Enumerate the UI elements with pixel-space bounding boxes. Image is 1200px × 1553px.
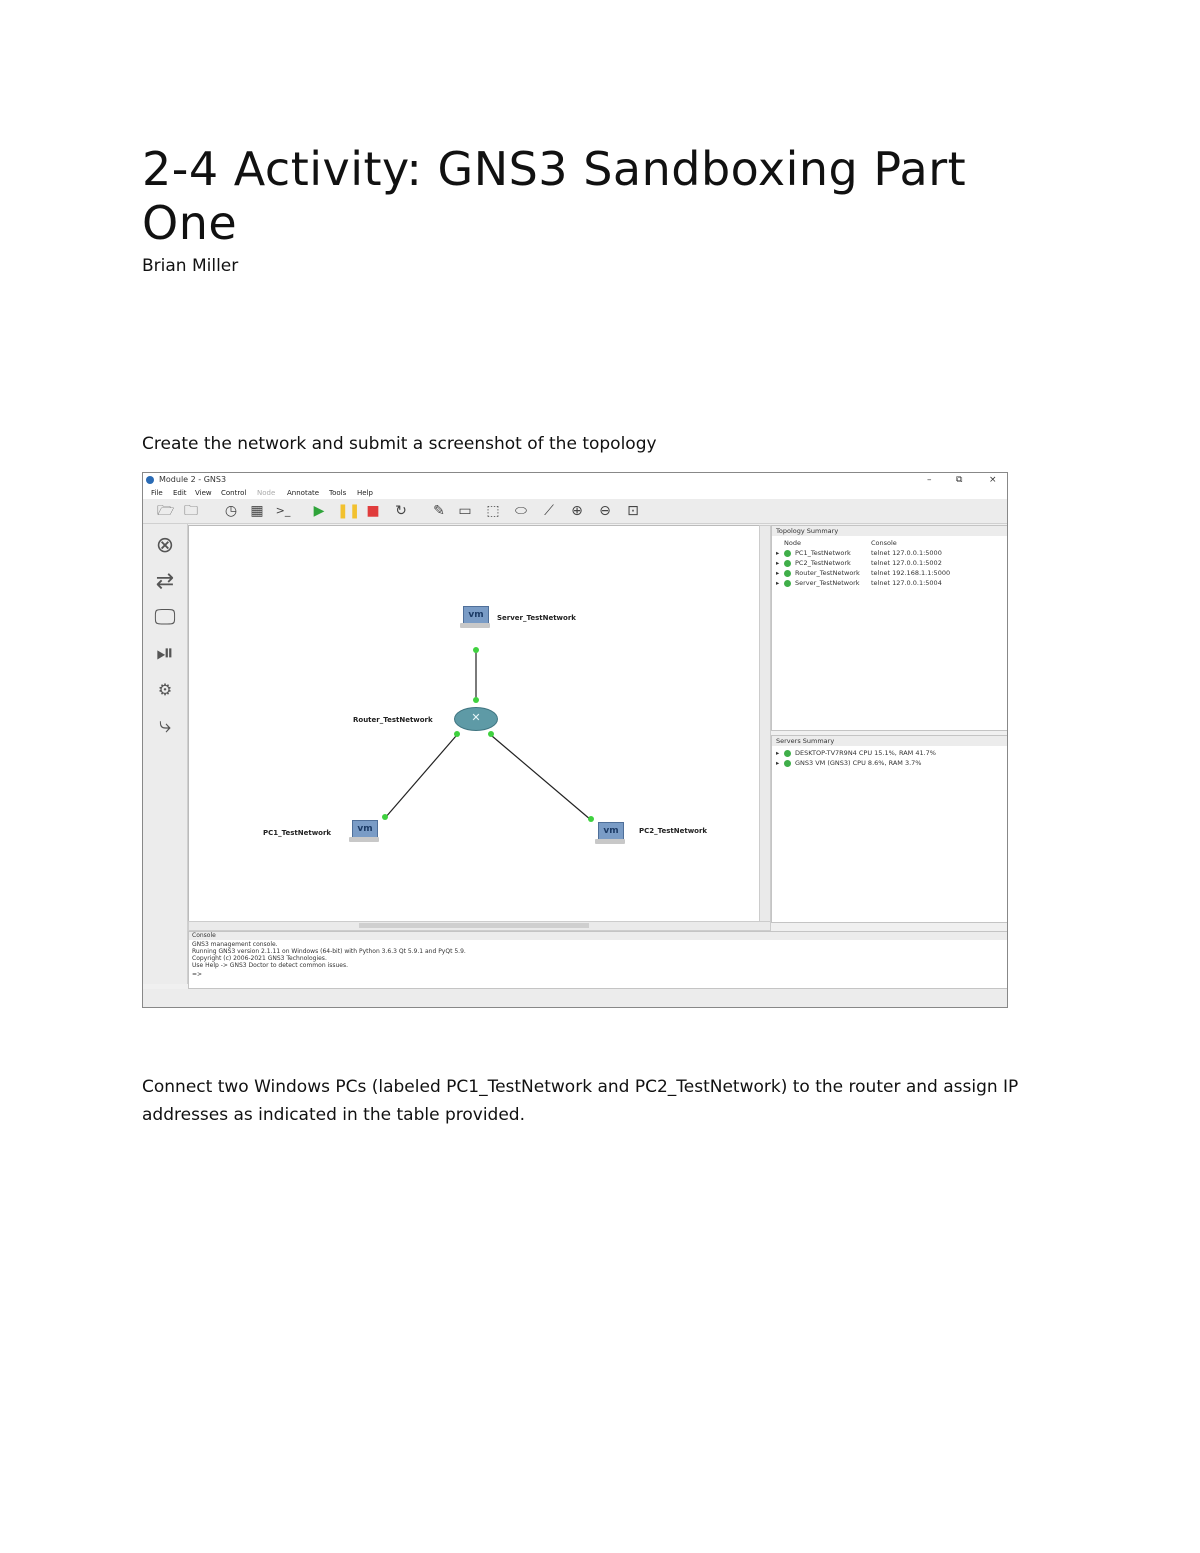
console-line: Copyright (c) 2006-2021 GNS3 Technologies. <box>192 955 327 962</box>
menu-annotate[interactable]: Annotate <box>287 489 320 497</box>
folder-icon[interactable]: 🗀 <box>184 503 198 519</box>
server-node-icon[interactable]: vm <box>460 606 490 628</box>
end-devices-icon[interactable]: 🖵 <box>154 605 176 630</box>
pc2-node-label: PC2_TestNetwork <box>639 827 708 835</box>
link-endpoint <box>473 647 479 653</box>
document-title: 2-4 Activity: GNS3 Sandboxing Part One <box>142 142 967 250</box>
pc2-node-icon[interactable]: vm <box>595 822 625 844</box>
edit-note-icon[interactable]: ✎ <box>433 503 445 519</box>
topology-summary-header: Node Console <box>784 539 897 547</box>
canvas-horizontal-scrollbar[interactable] <box>188 921 771 931</box>
menu-view[interactable]: View <box>195 489 212 497</box>
device-sidebar <box>143 524 188 984</box>
menu-control[interactable]: Control <box>221 489 247 497</box>
console-line: GNS3 management console. <box>192 941 278 948</box>
topology-row[interactable]: ▸ Router_TestNetwork telnet 192.168.1.1:5000 <box>776 569 951 577</box>
pause-icon[interactable]: ❚❚ <box>337 503 361 519</box>
image-icon[interactable]: ▭ <box>458 503 472 519</box>
clock-icon[interactable]: ◷ <box>224 503 238 519</box>
pc1-node-label: PC1_TestNetwork <box>263 829 332 837</box>
server-row[interactable]: ▸ DESKTOP-TV7R9N4 CPU 15.1%, RAM 41.7% <box>776 749 936 757</box>
gns3-logo-icon <box>146 476 154 484</box>
window-title: Module 2 - GNS3 <box>159 475 227 484</box>
link-endpoint <box>488 731 494 737</box>
zoom-out-icon[interactable]: ⊖ <box>599 503 611 519</box>
menu-bar <box>143 487 1007 499</box>
canvas-vertical-scrollbar[interactable] <box>759 525 771 923</box>
console-line: Use Help -> GNS3 Doctor to detect common issues. <box>192 962 348 969</box>
terminal-icon[interactable]: >_ <box>275 504 291 517</box>
server-node-label: Server_TestNetwork <box>497 614 576 622</box>
topology-row[interactable]: ▸ PC2_TestNetwork telnet 127.0.0.1:5002 <box>776 559 942 567</box>
minimize-button[interactable]: – <box>927 475 932 485</box>
topology-summary-title: Topology Summary <box>772 526 1008 536</box>
topology-summary-panel <box>771 525 1008 731</box>
stop-icon[interactable]: ■ <box>366 503 380 519</box>
menu-file[interactable]: File <box>151 489 163 497</box>
router-node-icon[interactable]: ✕ <box>454 707 498 731</box>
servers-summary-title: Servers Summary <box>772 736 1008 746</box>
servers-summary-panel <box>771 735 1008 923</box>
maximize-button[interactable]: ⧉ <box>956 475 963 485</box>
add-link-icon[interactable]: ⤷ <box>158 713 172 738</box>
all-devices-icon[interactable]: ⚙ <box>157 680 173 699</box>
snapshot-icon[interactable]: ▦ <box>250 503 264 519</box>
zoom-in-icon[interactable]: ⊕ <box>571 503 583 519</box>
link-router-pc2[interactable] <box>492 736 591 820</box>
console-title: Console <box>189 932 1008 940</box>
security-devices-icon[interactable]: ⏯ <box>156 641 174 666</box>
topology-canvas[interactable] <box>188 525 760 923</box>
link-router-pc1[interactable] <box>385 736 456 818</box>
gns3-screenshot <box>142 472 1008 1008</box>
server-row[interactable]: ▸ GNS3 VM (GNS3) CPU 8.6%, RAM 3.7% <box>776 759 922 767</box>
rectangle-icon[interactable]: ⬚ <box>486 503 500 519</box>
instruction-paragraph-2: Connect two Windows PCs (labeled PC1_TestNetwork and PC2_TestNetwork) to the router and assign IP addresses as indicated in the table provided. <box>142 1077 1019 1125</box>
router-node-label: Router_TestNetwork <box>353 716 433 724</box>
toolbar <box>143 499 1007 524</box>
reload-icon[interactable]: ↻ <box>395 503 407 519</box>
screenshot-icon[interactable]: ⊡ <box>627 503 639 519</box>
link-endpoint <box>454 731 460 737</box>
console-panel <box>188 931 1008 989</box>
close-button[interactable]: × <box>989 475 997 485</box>
instruction-paragraph-1: Create the network and submit a screenshot of the topology <box>142 434 657 454</box>
menu-tools[interactable]: Tools <box>329 489 347 497</box>
menu-edit[interactable]: Edit <box>173 489 187 497</box>
routers-icon[interactable]: ⊗ <box>155 533 175 558</box>
menu-help[interactable]: Help <box>357 489 373 497</box>
open-folder-icon[interactable]: 🗁 <box>157 503 175 519</box>
link-endpoint <box>382 814 388 820</box>
console-prompt[interactable]: => <box>192 971 203 978</box>
menu-node[interactable]: Node <box>257 489 276 497</box>
switches-icon[interactable]: ⇄ <box>155 569 175 594</box>
link-endpoint <box>588 816 594 822</box>
topology-row[interactable]: ▸ Server_TestNetwork telnet 127.0.0.1:5004 <box>776 579 942 587</box>
console-line: Running GNS3 version 2.1.11 on Windows (64-bit) with Python 3.6.3 Qt 5.9.1 and PyQt 5.9. <box>192 948 466 955</box>
window-titlebar <box>143 473 1007 487</box>
topology-row[interactable]: ▸ PC1_TestNetwork telnet 127.0.0.1:5000 <box>776 549 942 557</box>
link-endpoint <box>473 697 479 703</box>
author-name: Brian Miller <box>142 256 239 276</box>
pc1-node-icon[interactable]: vm <box>349 820 379 842</box>
start-icon[interactable]: ▶ <box>313 503 325 519</box>
ellipse-icon[interactable]: ⬭ <box>515 503 527 519</box>
line-icon[interactable]: ⟋ <box>544 503 554 519</box>
status-bar <box>143 989 1007 1008</box>
